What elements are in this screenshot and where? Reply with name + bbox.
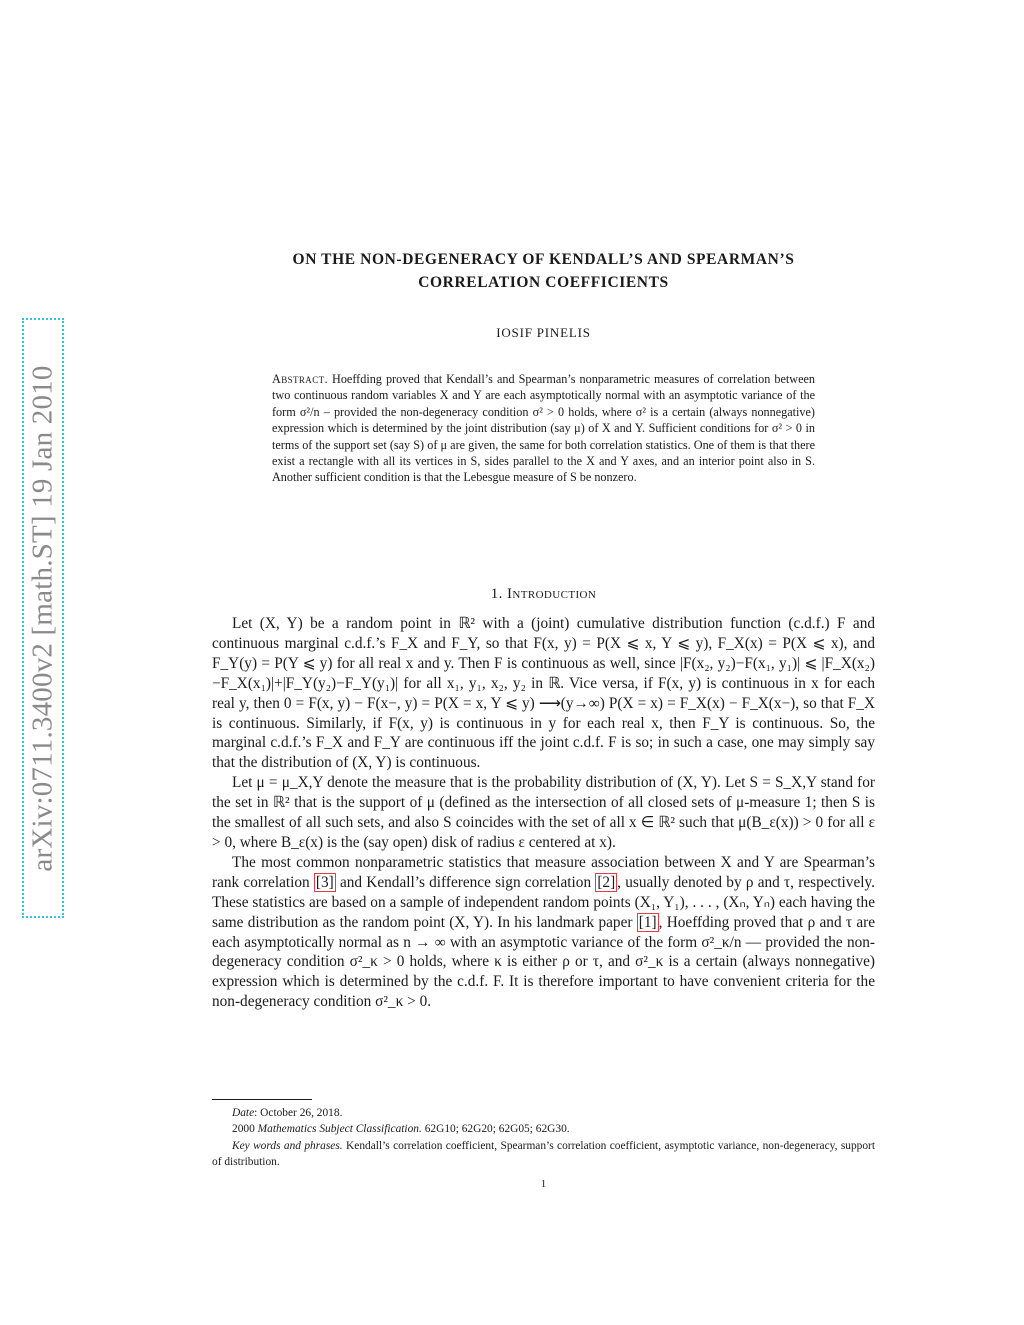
page-number: 1 bbox=[540, 1178, 547, 1190]
author-name: IOSIF PINELIS bbox=[496, 325, 591, 340]
abstract-label: Abstract. bbox=[272, 372, 328, 386]
footnote-date bbox=[212, 1105, 875, 1121]
citation-link-2[interactable]: [2] bbox=[597, 873, 616, 891]
title-line-1: ON THE NON-DEGENERACY OF KENDALL’S AND SPEARMAN’S bbox=[292, 251, 795, 268]
arxiv-identifier-stamp[interactable] bbox=[22, 318, 64, 918]
section-title: Introduction bbox=[506, 586, 597, 602]
section-number: 1. bbox=[490, 586, 503, 602]
abstract-text: Hoeffding proved that Kendall’s and Spearman’s nonparametric measures of correlation between two continuous random variables X and Y are each asymptotically normal with an asymptotic variance of the form σ²/n – provided the non-degeneracy condition σ² > 0 holds, where σ² is a certain (always nonnegative) expression which is determined by the joint distribution (say μ) of X and Y. Sufficient conditions for σ² > 0 in terms of the support set (say S) of μ are given, the same for both correlation statistics. One of them is that there exist a rectangle with all its vertices in S, sides parallel to the X and Y axes, and an interior point also in S. Another sufficient condition is that the Lebesgue measure of S be nonzero. bbox=[272, 372, 816, 485]
footnote-keywords bbox=[212, 1138, 875, 1171]
footnote-keywords-text: Kendall’s correlation coefficient, Spearman’s correlation coefficient, asymptotic variance, non-degeneracy, support of distribution. bbox=[212, 1139, 875, 1169]
paragraph-3-part-c: , usually denoted by ρ and τ, respectively. These statistics are based on a sample of independent random points (X₁, Y₁), . . . , (Xₙ, Yₙ) each having the same distribution as the random point (X, Y). In his landmark paper bbox=[212, 873, 875, 931]
footnote-date-label: Date bbox=[232, 1107, 255, 1119]
footnote-divider bbox=[212, 1099, 312, 1100]
footnotes bbox=[212, 1105, 875, 1171]
citation-link-1[interactable]: [1] bbox=[638, 913, 657, 931]
paragraph-2: Let μ = μ_X,Y denote the measure that is the probability distribution of (X, Y). Let S = S_X,Y stand for the set in ℝ² that is the support of μ (defined as the intersection of all closed sets of μ-measure 1; then S is the smallest of all such sets, and also S coincides with the set of all x ∈ ℝ² such that μ(B_ε(x)) > 0 for all ε > 0, where B_ε(x) is the (say open) disk of radius ε centered at x). bbox=[212, 774, 875, 851]
paragraph-3 bbox=[212, 853, 875, 1012]
arxiv-identifier-text: arXiv:0711.3400v2 [math.ST] 19 Jan 2010 bbox=[26, 364, 59, 872]
footnote-msc bbox=[212, 1121, 875, 1137]
footnote-msc-label: Mathematics Subject Classification. bbox=[257, 1123, 422, 1136]
section-heading bbox=[212, 586, 875, 603]
paragraph-3-part-a: The most common nonparametric statistics that measure association between X and Y are Spearman’s rank correlation bbox=[212, 853, 875, 891]
paragraph-3-part-d: , Hoeffding proved that ρ and τ are each asymptotically normal as n → ∞ with an asymptotic variance of the form σ²_κ/n — provided the non-degeneracy condition σ²_κ > 0 holds, where κ is either ρ or τ, and σ²_κ is a certain (always nonnegative) expression which is determined by the c.d.f. F. It is therefore important to have convenient criteria for the non-degeneracy condition σ²_κ > 0. bbox=[212, 913, 875, 1011]
footnote-date-value: : October 26, 2018. bbox=[254, 1107, 343, 1119]
introduction-body bbox=[212, 614, 875, 1012]
paragraph-1: Let (X, Y) be a random point in ℝ² with a (joint) cumulative distribution function (c.d.f.) F and continuous marginal c.d.f.’s F_X and F_Y, so that F(x, y) = P(X ⩽ x, Y ⩽ y), F_X(x) = P(X ⩽ x), and F_Y(y) = P(Y ⩽ y) for all real x and y. Then F is continuous as well, since |F(x₂, y₂)−F(x₁, y₁)| ⩽ |F_X(x₂)−F_X(x₁)|+|F_Y(y₂)−F_Y(y₁)| for all x₁, y₁, x₂, y₂ in ℝ. Vice versa, if F(x, y) is continuous in x for each real y, then 0 = F(x, y) − F(x−, y) = P(X = x, Y ⩽ y) ⟶(y→∞) P(X = x) = F_X(x) − F_X(x−), so that F_X is continuous. Similarly, if F(x, y) is continuous in y for each real x, then F_Y is continuous. So, the marginal c.d.f.’s F_X and F_Y are continuous iff the joint c.d.f. F is so; in such a case, one may simply say that the distribution of (X, Y) is continuous. bbox=[212, 615, 875, 772]
citation-link-3[interactable]: [3] bbox=[315, 873, 334, 891]
title-line-2: CORRELATION COEFFICIENTS bbox=[418, 274, 669, 291]
footnote-msc-year: 2000 bbox=[232, 1123, 255, 1136]
paper-title bbox=[212, 248, 875, 294]
abstract bbox=[272, 371, 815, 486]
paragraph-3-part-b: and Kendall’s difference sign correlation bbox=[339, 873, 592, 891]
footnote-keywords-label: Key words and phrases. bbox=[232, 1139, 343, 1152]
footnote-msc-codes: 62G10; 62G20; 62G05; 62G30. bbox=[424, 1123, 570, 1136]
